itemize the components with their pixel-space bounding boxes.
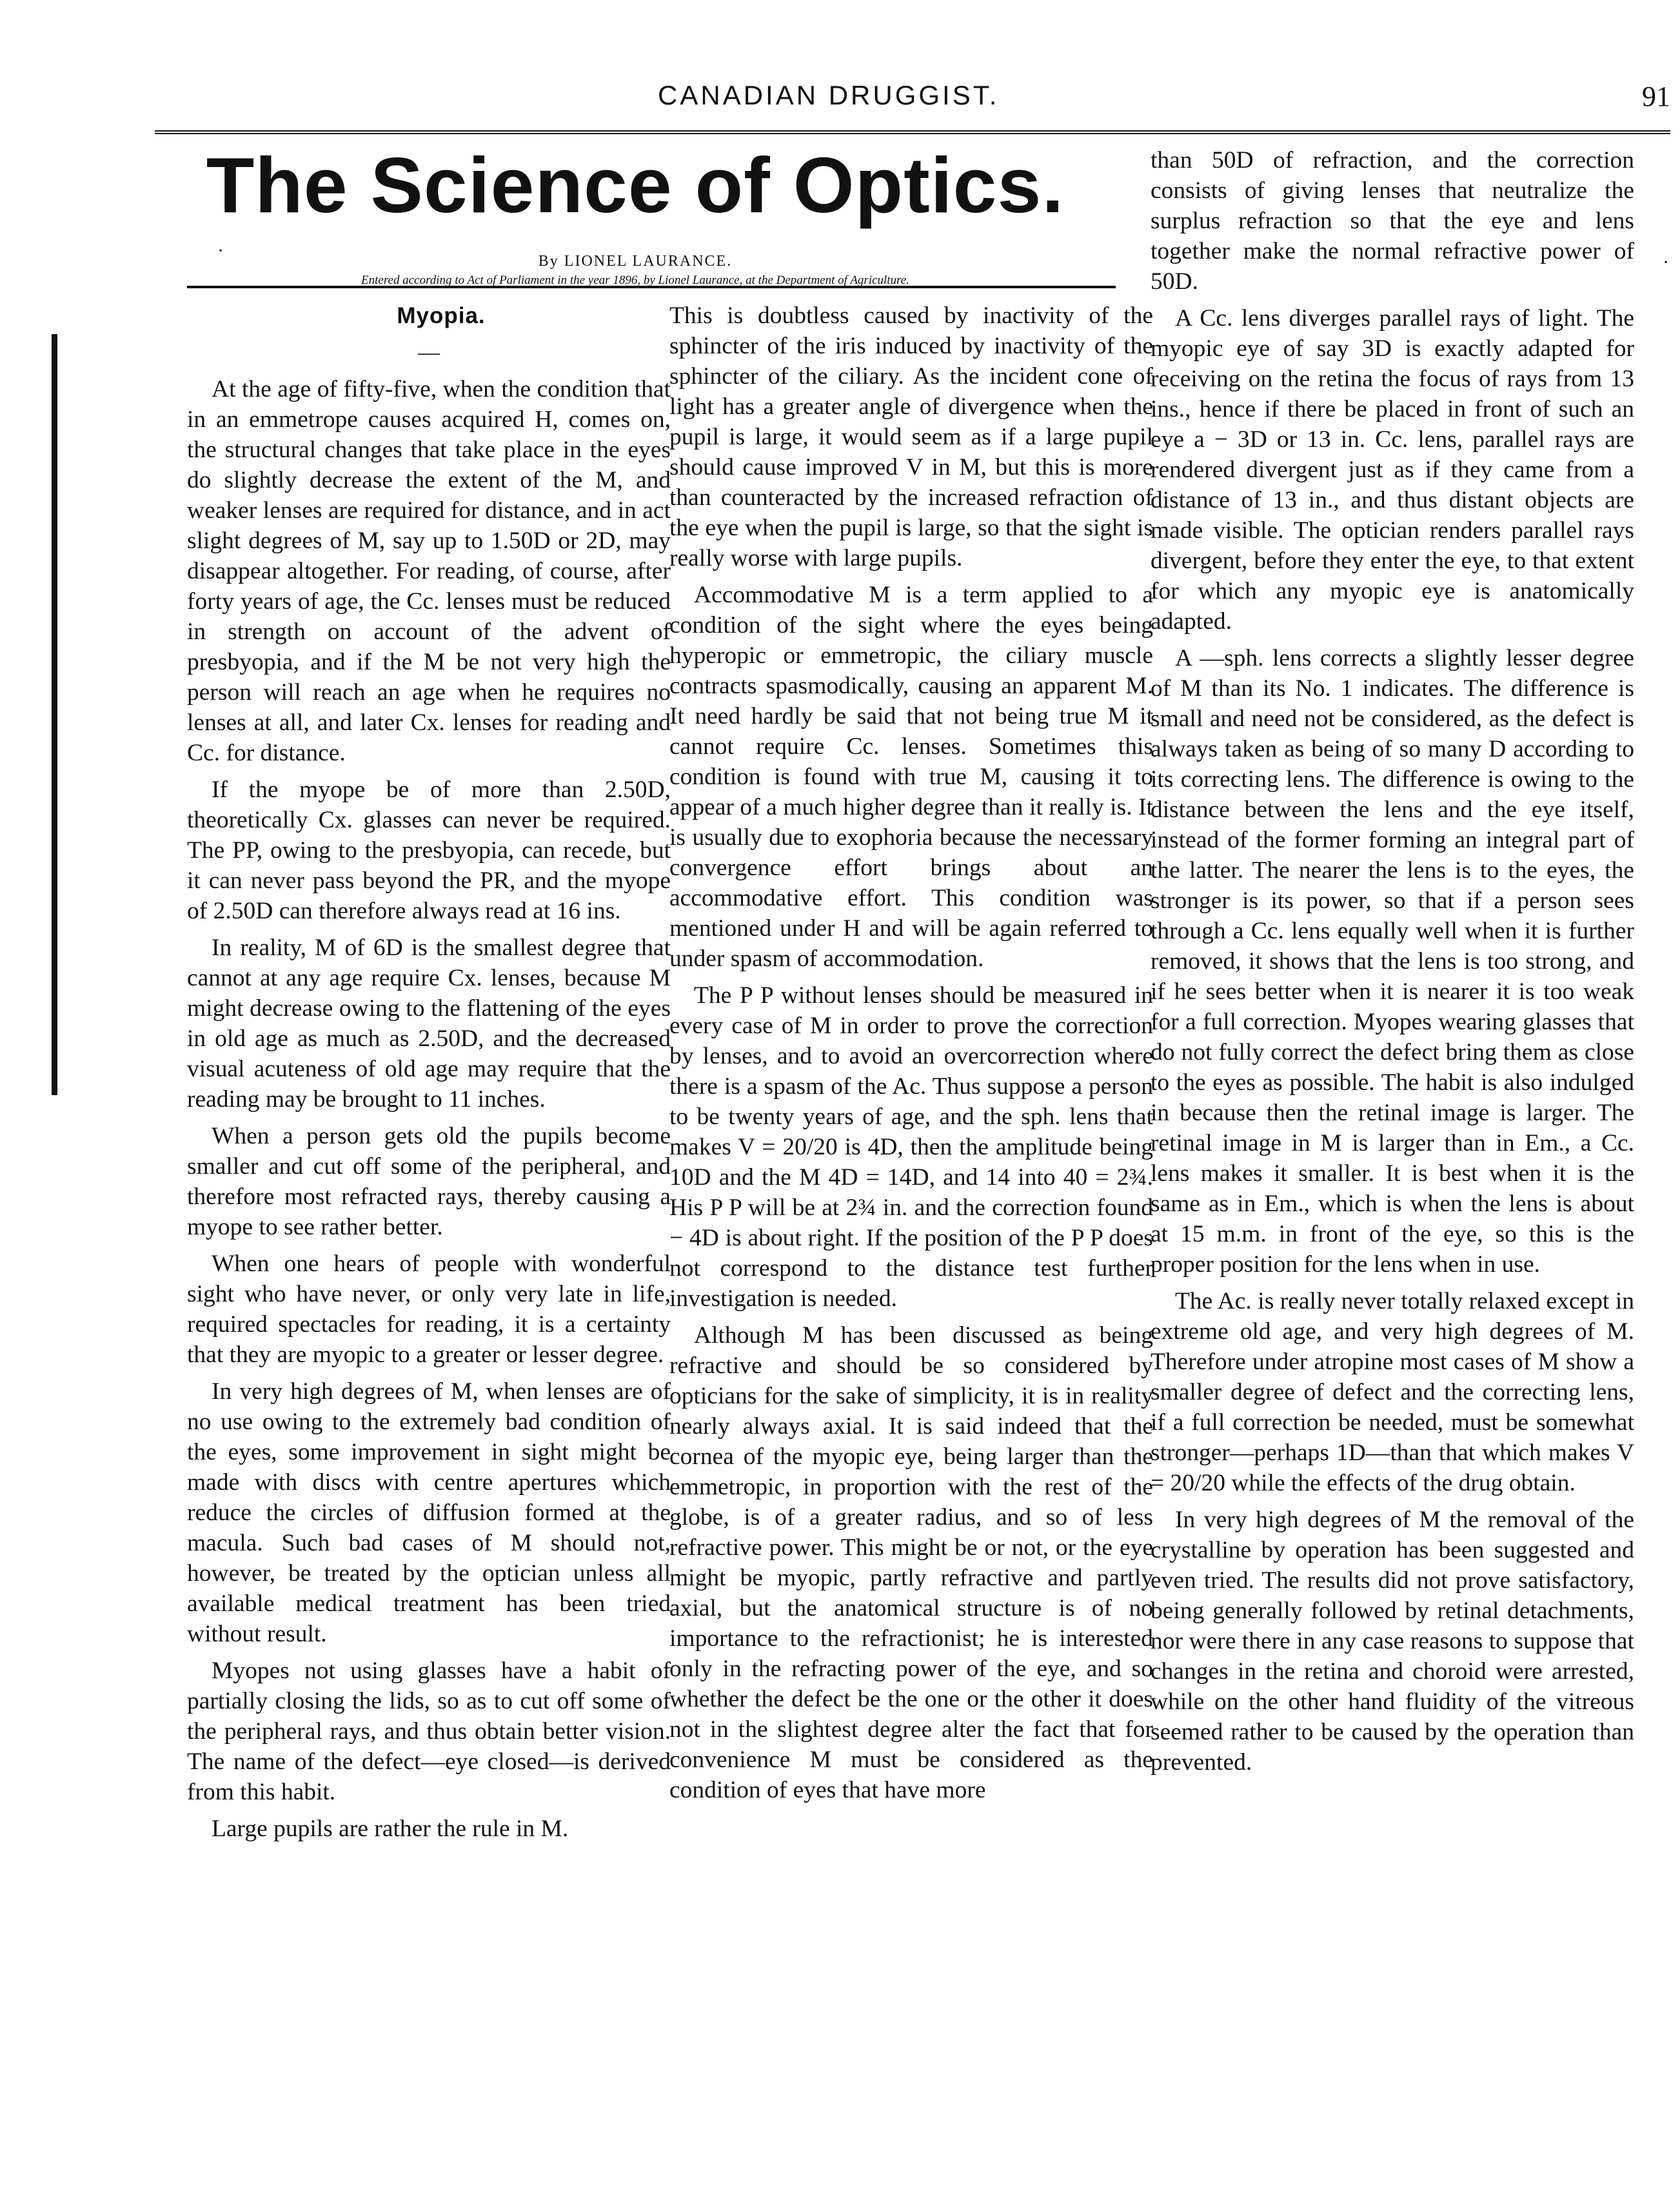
column-1: [187, 301, 671, 1850]
byline: By LIONEL LAURANCE.: [538, 253, 733, 270]
paragraph: If the myope be of more than 2.50D, theoretically Cx. glasses can never be required. The PP, owing to the presbyopia, can recede, but it can never pass beyond the PR, and the myope of 2.50D can therefore always read at 16 ins.: [187, 777, 671, 924]
paragraph: The P P without lenses should be measured in every case of M in order to prove the correction by lenses, and to avoid an overcorrection where there is a spasm of the Ac. Thus suppose a person to be twenty years of age, and the sph. lens that makes V = 20/20 is 4D, then the amplitude being 10D and the M 4D = 14D, and 14 into 40 = 2¾. His P P will be at 2¾ in. and the correction found − 4D is about right. If the position of the P P does not correspond to the distance test further investigation is needed.: [669, 982, 1153, 1312]
paragraph: When a person gets old the pupils become smaller and cut off some of the peripheral, and therefore most refracted rays, thereby causing a myope to see rather better.: [187, 1123, 671, 1240]
paragraph: Myopes not using glasses have a habit of partially closing the lids, so as to cut off some of the peripheral rays, and thus obtain better vision. The name of the defect—eye closed—is derived from this habit.: [187, 1658, 671, 1805]
paragraph: In very high degrees of M, when lenses are of no use owing to the extremely bad condition of the eyes, some improvement in sight might be made with discs with centre apertures which reduce the circles of diffusion formed at the macula. Such bad cases of M should not, however, be treated by the optician unless all available medical treatment has been tried without result.: [187, 1378, 671, 1647]
paragraph: A Cc. lens diverges parallel rays of light. The myopic eye of say 3D is exactly adapted for receiving on the retina the focus of rays from 13 ins., hence if there be placed in front of such an eye a − 3D or 13 in. Cc. lens, parallel rays are rendered divergent just as if they came from a distance of 13 in., and thus distant objects are made visible. The optician renders parallel rays divergent, before they enter the eye, to that extent for which any myopic eye is anatomically adapted.: [1151, 305, 1634, 635]
scan-margin-bar: [52, 334, 57, 1095]
title-block: [161, 137, 1109, 288]
paragraph: The Ac. is really never totally relaxed except in extreme old age, and very high degrees of M. Therefore under atropine most cases of M show a smaller degree of defect and the correcting lens, if a full correction be needed, must be somewhat stronger—perhaps 1D—than that which makes V = 20/20 while the effects of the drug obtain.: [1151, 1288, 1634, 1496]
article-title: The Science of Optics.: [206, 141, 1065, 229]
paragraph: At the age of fifty-five, when the condition that in an emmetrope causes acquired H, comes on, the structural changes that take place in the eyes do slightly decrease the extent of the M, and weaker lenses are required for distance, and in act slight degrees of M, say up to 1.50D or 2D, may disappear altogether. For reading, of course, after forty years of age, the Cc. lenses must be reduced in strength on account of the advent of presbyopia, and if the M be not very high the person will reach an age when he requires no lenses at all, and later Cx. lenses for reading and Cc. for distance.: [187, 376, 671, 766]
title-rule: [187, 286, 1116, 288]
paragraph: This is doubtless caused by inactivity of the sphincter of the iris induced by inactivity of the sphincter of the ciliary. As the incident cone of light has a greater angle of divergence when the pupil is large, it would seem as if a large pupil should cause improved V in M, but this is more than counteracted by the increased refraction of the eye when the pupil is large, so that the sight is really worse with large pupils.: [669, 302, 1153, 571]
section-heading: Myopia.: [397, 303, 486, 328]
paragraph: In very high degrees of M the removal of the crystalline by operation has been suggested and even tried. The results did not prove satisfactory, being generally followed by retinal detachments, nor were there in any case reasons to suppose that changes in the retina and choroid were arrested, while on the other hand fluidity of the vitreous seemed rather to be caused by the operation than prevented.: [1151, 1507, 1634, 1776]
paragraph: than 50D of refraction, and the correction consists of giving lenses that neutralize the surplus refraction so that the eye and lens together make the normal refractive power of 50D.: [1151, 147, 1634, 295]
column-3: [1151, 145, 1634, 1784]
page-number: 91: [1642, 81, 1670, 112]
paragraph: A —sph. lens corrects a slightly lesser degree of M than its No. 1 indicates. The difference is small and need not be considered, as the defect is always taken as being of so many D according to its correcting lens. The difference is owing to the distance between the lens and the eye itself, instead of the former forming an integral part of the latter. The nearer the lens is to the eyes, the stronger is its power, so that if a person sees through a Cc. lens equally well when it is further removed, it shows that the lens is too strong, and if he sees better when it is nearer it is too weak for a full correction. Myopes wearing glasses that do not fully correct the defect bring them as close to the eyes as possible. The habit is also indulged in because then the retinal image is larger. The retinal image in M is larger than in Em., a Cc. lens makes it smaller. It is best when it is the same as in Em., which is when the lens is about at 15 m.m. in front of the eye, so this is the proper position for the lens when in use.: [1151, 645, 1634, 1278]
paragraph: Although M has been discussed as being refractive and should be so considered by opticians for the sake of simplicity, it is in reality nearly always axial. It is said indeed that the cornea of the myopic eye, being larger than the emmetropic, in proportion with the rest of the globe, is of a greater radius, and so of less refractive power. This might be or not, or the eye might be myopic, partly refractive and partly axial, but the anatomical structure is of no importance to the refractionist; he is interested only in the refracting power of the eye, and so whether the defect be the one or the other it does not in the slightest degree alter the fact that for convenience M must be considered as the condition of eyes that have more: [669, 1322, 1153, 1803]
column-2: [669, 301, 1153, 1812]
section-dash: —: [418, 341, 440, 364]
scan-speck: ·: [1663, 252, 1669, 273]
copyright-notice: Entered according to Act of Parliament in the year 1896, by Lionel Laurance, at the Department of Agriculture.: [361, 273, 909, 287]
paragraph: In reality, M of 6D is the smallest degree that cannot at any age require Cx. lenses, because M might decrease owing to the flattening of the eyes in old age as much as 2.50D, and the decreased visual acuteness of old age may require that the reading may be brought to 11 inches.: [187, 935, 671, 1113]
journal-name: CANADIAN DRUGGIST.: [658, 80, 1000, 110]
running-head: [155, 80, 1670, 119]
paragraph: When one hears of people with wonderful sight who have never, or only very late in life, required spectacles for reading, it is a certainty that they are myopic to a greater or lesser degree.: [187, 1251, 671, 1368]
scan-speck: ·: [217, 240, 224, 261]
header-rule: [155, 130, 1670, 137]
paragraph: Accommodative M is a term applied to a condition of the sight where the eyes being hyperopic or emmetropic, the ciliary muscle contracts spasmodically, causing an apparent M. It need hardly be said that not being true M it cannot require Cc. lenses. Sometimes this condition is found with true M, causing it to appear of a much higher degree than it really is. It is usually due to exophoria because the necessary convergence effort brings about an accommodative effort. This condition was mentioned under H and will be again referred to under spasm of accommodation.: [669, 582, 1153, 972]
paragraph: Large pupils are rather the rule in M.: [212, 1816, 569, 1842]
